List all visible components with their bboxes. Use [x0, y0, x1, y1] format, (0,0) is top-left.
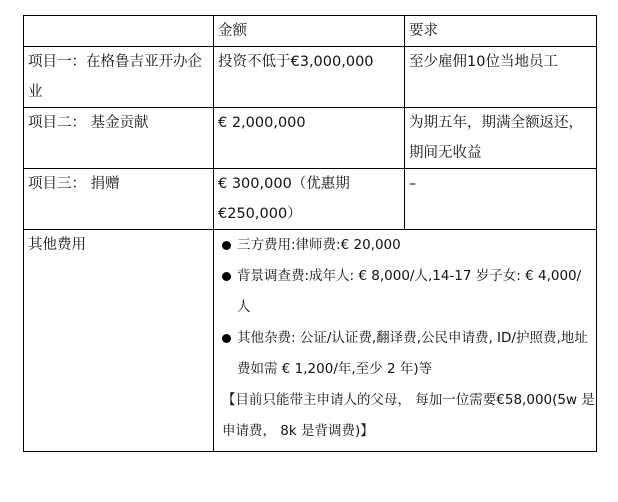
project-requirement: – — [405, 169, 597, 230]
list-item — [218, 261, 596, 323]
project-amount: 投资不低于€3,000,000 — [214, 47, 405, 108]
bullet-icon — [222, 334, 231, 343]
other-fees-details — [214, 230, 597, 452]
note-text: 【目前只能带主申请人的父母， 每加一位需要€58,000(5w 是申请费， 8k 是背调费)】 — [222, 392, 595, 439]
bullet-icon — [222, 241, 231, 250]
header-cell-amount: 金额 — [214, 16, 405, 47]
other-fees-row — [24, 230, 597, 452]
project-name: 项目二： 基金贡献 — [24, 108, 214, 169]
bullet-text: 背景调查费:成年人: € 8,000/人,14-17 岁子女: € 4,000/人 — [237, 268, 582, 315]
other-fees-label: 其他费用 — [24, 230, 214, 452]
project-name: 项目一：在格鲁吉亚开办企业 — [24, 47, 214, 108]
header-cell-empty — [24, 16, 214, 47]
header-row — [24, 16, 597, 47]
project-requirement: 为期五年，期满全额返还，期间无收益 — [405, 108, 597, 169]
project-name: 项目三： 捐赠 — [24, 169, 214, 230]
table-row — [24, 47, 597, 108]
header-cell-requirement: 要求 — [405, 16, 597, 47]
table-row — [24, 169, 597, 230]
bullet-text: 三方费用:律师费:€ 20,000 — [237, 237, 401, 253]
project-requirement: 至少雇佣10位当地员工 — [405, 47, 597, 108]
bullet-text: 其他杂费: 公证/认证费,翻译费,公民申请费, ID/护照费,地址费如需 € 1,200/年,至少 2 年)等 — [237, 330, 588, 377]
bullet-icon — [222, 272, 231, 281]
table-row — [24, 108, 597, 169]
project-amount: € 300,000（优惠期€250,000） — [214, 169, 405, 230]
fees-table — [23, 15, 597, 452]
list-item — [218, 230, 596, 261]
list-item — [218, 323, 596, 385]
project-amount: € 2,000,000 — [214, 108, 405, 169]
